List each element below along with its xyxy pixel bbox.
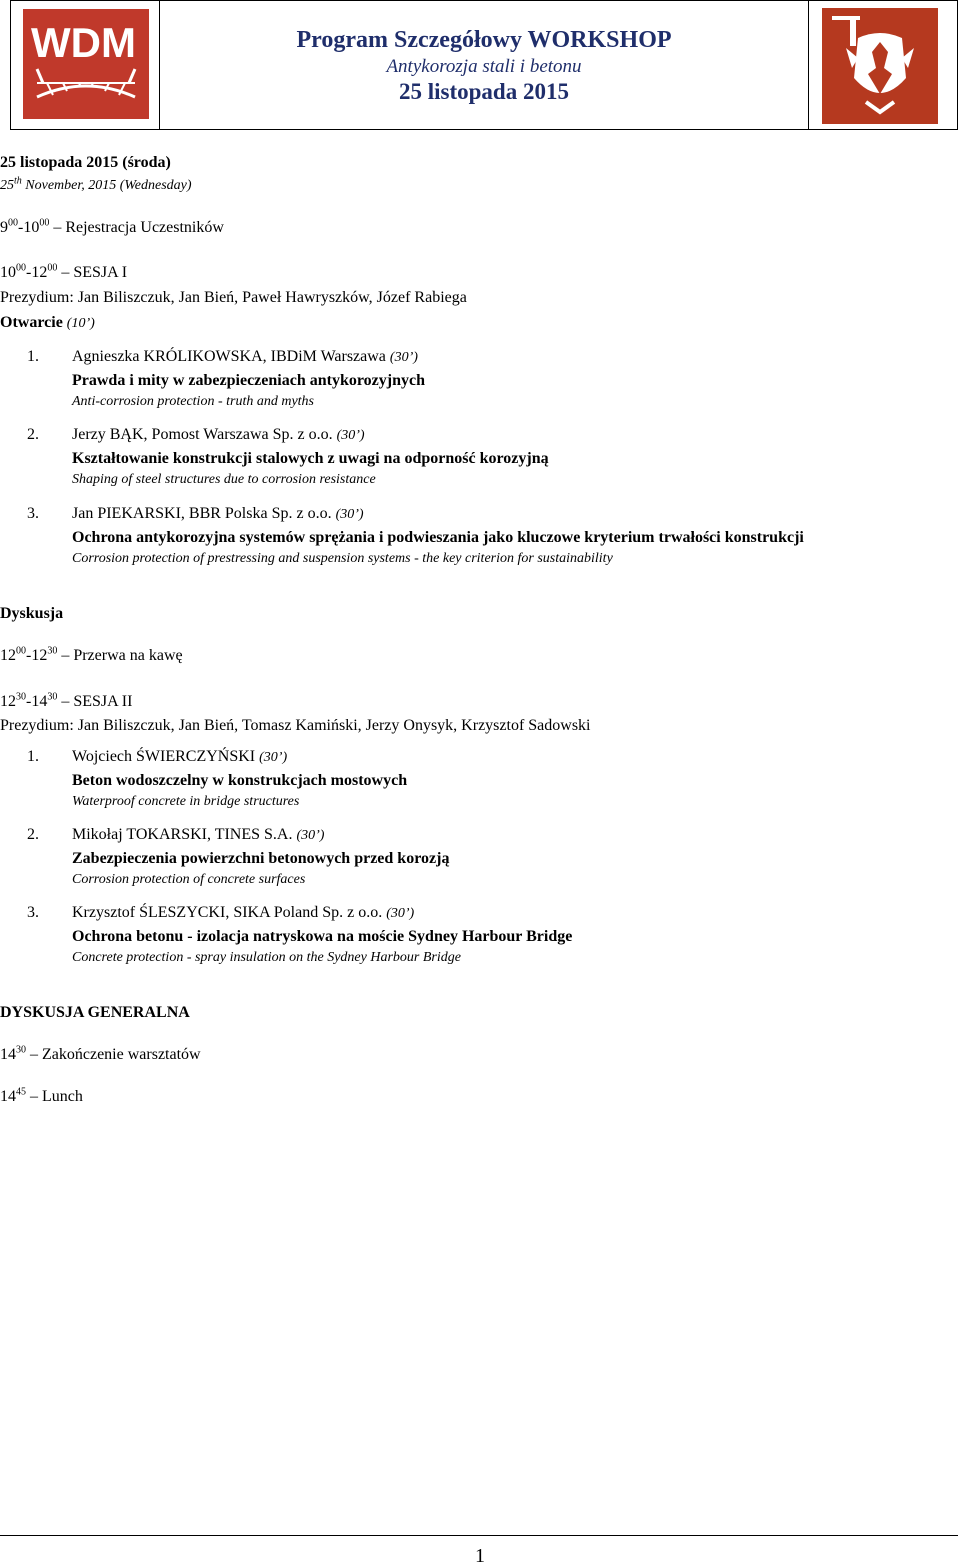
- header-left-cell: [11, 1, 160, 129]
- talk-title-pl: Ochrona antykorozyjna systemów sprężania i podwieszania jako kluczowe kryterium trwałości konstrukcji: [72, 529, 804, 546]
- lunch-row: [0, 1088, 83, 1106]
- talk-speaker: [72, 904, 414, 922]
- time-minute: 00: [39, 217, 50, 229]
- session2-presidium: Prezydium: Jan Biliszczuk, Jan Bień, Tomasz Kamiński, Jerzy Onysyk, Krzysztof Sadowski: [0, 717, 591, 734]
- time-hour: 12: [0, 647, 16, 664]
- time-minute: 30: [47, 645, 58, 657]
- speaker-name: Wojciech ŚWIERCZYŃSKI: [72, 748, 256, 765]
- program-date: 25 listopada 2015: [399, 79, 569, 104]
- talk-title-en: Waterproof concrete in bridge structures: [72, 794, 300, 809]
- talk-duration: (30’): [389, 350, 418, 365]
- time-hour: -14: [26, 693, 48, 710]
- talk-number: 3.: [27, 904, 39, 921]
- speaker-name: Krzysztof ŚLESZYCKI, SIKA Poland Sp. z o.o.: [72, 904, 383, 921]
- talk-duration: (30’): [335, 507, 364, 522]
- program-subtitle: Antykorozja stali i betonu: [386, 56, 582, 77]
- speaker-name: Jerzy BĄK, Pomost Warszawa Sp. z o.o.: [72, 426, 333, 443]
- talk-title-en: Corrosion protection of prestressing and suspension systems - the key criterion for sustainability: [72, 551, 613, 566]
- talk-title-pl: Kształtowanie konstrukcji stalowych z uwagi na odporność korozyjną: [72, 450, 549, 467]
- session1-header: $10^{00}-12^{00}$ – SESJA I: [0, 262, 128, 281]
- page-number: 1: [475, 1545, 485, 1567]
- time-minute: 00: [8, 217, 18, 229]
- wdm-logo: [23, 9, 149, 119]
- talk-speaker: [72, 348, 418, 366]
- talk-speaker: [72, 426, 365, 444]
- time-minute: 30: [16, 691, 26, 703]
- closing-label: Zakończenie warsztatów: [38, 1046, 201, 1063]
- session2-label: SESJA II: [69, 693, 133, 710]
- talk-title-en: Shaping of steel structures due to corrosion resistance: [72, 472, 376, 487]
- coffee-label: – Przerwa na kawę: [57, 647, 183, 664]
- talk-duration: (30’): [336, 428, 365, 443]
- talk-title-pl: Beton wodoszczelny w konstrukcjach mostowych: [72, 772, 408, 789]
- closing-row: $14^{30}$ – Zakończenie warsztatów: [0, 1044, 201, 1063]
- time-hour: 14: [0, 1088, 16, 1105]
- time-minute: 30: [47, 691, 58, 703]
- time-hour: -12: [26, 264, 48, 281]
- time-minute: 00: [47, 262, 58, 274]
- time-minute: 00: [16, 645, 26, 657]
- footer-rule: [0, 1535, 958, 1536]
- talk-duration: (30’): [259, 750, 288, 765]
- opening-duration: (10’): [66, 316, 95, 331]
- session2-header: $12^{30}-14^{30}$ – SESJA II: [0, 691, 133, 710]
- university-eagle-logo: [822, 8, 938, 124]
- lunch-label: – Lunch: [26, 1088, 83, 1105]
- time-minute: 30: [16, 1044, 26, 1056]
- talk-number: 1.: [27, 348, 39, 365]
- day-date-en-suffix: th: [14, 175, 22, 187]
- program-title: Program Szczegółowy WORKSHOP: [296, 27, 672, 53]
- session1-opening: [0, 314, 95, 332]
- time-hour: -10: [18, 219, 40, 236]
- talk-title-en: Anti-corrosion protection - truth and myths: [72, 394, 314, 409]
- time-minute: 00: [16, 262, 26, 274]
- talk-speaker: [72, 748, 287, 766]
- time-hour: 9: [0, 219, 8, 236]
- talk-number: 2.: [27, 426, 39, 443]
- talk-duration: (30’): [386, 906, 415, 921]
- day-date-en: [0, 175, 192, 194]
- talk-speaker: [72, 505, 364, 523]
- coffee-break-row: [0, 647, 183, 665]
- time-hour: -12: [26, 647, 48, 664]
- wdm-logo-text: WDM: [31, 19, 136, 66]
- day-date-en-rest: November, 2015 (Wednesday): [21, 178, 192, 193]
- time-minute: 45: [16, 1086, 26, 1098]
- talk-title-pl: Prawda i mity w zabezpieczeniach antykorozyjnych: [72, 372, 425, 389]
- registration-row: [0, 219, 224, 237]
- session1-presidium: Prezydium: Jan Biliszczuk, Jan Bień, Paweł Hawryszków, Józef Rabiega: [0, 289, 467, 306]
- header-right-cell: [809, 1, 957, 129]
- time-hour: 10: [0, 264, 16, 281]
- discussion-label: Dyskusja: [0, 605, 64, 622]
- talk-title-en: Concrete protection - spray insulation on the Sydney Harbour Bridge: [72, 950, 461, 965]
- speaker-name: Agnieszka KRÓLIKOWSKA, IBDiM Warszawa: [72, 348, 386, 365]
- time-hour: 14: [0, 1046, 16, 1063]
- time-hour: 12: [0, 693, 16, 710]
- day-date-pl: 25 listopada 2015 (środa): [0, 154, 171, 171]
- talk-title-en: Corrosion protection of concrete surfaces: [72, 872, 306, 887]
- header-table: [10, 0, 958, 130]
- talk-number: 1.: [27, 748, 39, 765]
- talk-number: 2.: [27, 826, 39, 843]
- registration-label: – Rejestracja Uczestników: [49, 219, 224, 236]
- talk-duration: (30’): [296, 828, 325, 843]
- talk-title-pl: Zabezpieczenia powierzchni betonowych przed korozją: [72, 850, 450, 867]
- speaker-name: Mikołaj TOKARSKI, TINES S.A.: [72, 826, 293, 843]
- day-date-en-day: 25: [0, 178, 14, 193]
- general-discussion-label: DYSKUSJA GENERALNA: [0, 1004, 190, 1021]
- header-title-cell: [160, 1, 809, 129]
- talk-title-pl: Ochrona betonu - izolacja natryskowa na moście Sydney Harbour Bridge: [72, 928, 573, 945]
- speaker-name: Jan PIEKARSKI, BBR Polska Sp. z o.o.: [72, 505, 332, 522]
- opening-label: Otwarcie: [0, 314, 63, 331]
- talk-number: 3.: [27, 505, 39, 522]
- session1-label: SESJA I: [69, 264, 128, 281]
- talk-speaker: [72, 826, 324, 844]
